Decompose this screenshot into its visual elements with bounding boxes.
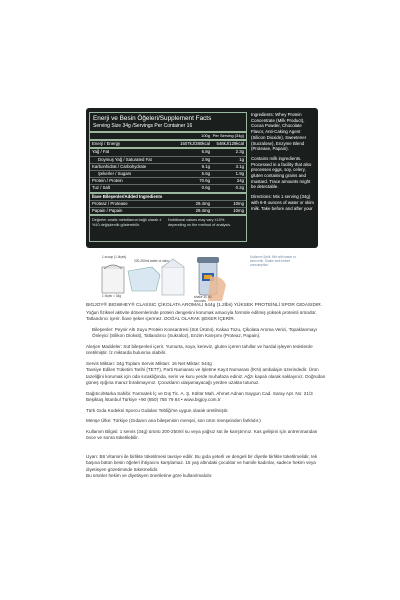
origin-tr: Menşe Ülke: Türkiye (Gıdanın ana bileşeninin menşei, son ürün menşeinden farklıdır.) <box>86 418 261 423</box>
nutrition-row <box>90 185 246 193</box>
col-header-serving: Per Serving (34g) <box>212 133 244 138</box>
value-per-100g: 70.6g <box>199 178 210 184</box>
table-header-row <box>90 133 246 141</box>
nutrition-row <box>90 171 246 178</box>
shake-label: shake 30-60 seconds <box>194 295 212 303</box>
nutrient-name: Protein / Protein <box>92 178 123 184</box>
ingredients-text: Ingredients: Whey Protein Concentrate (Milk Product), Cocoa Powder, Chocolate Flavor, Anti-Caking Agent (Silicon Dioxide), Sweetener (Sucralose), Enzyme Blend (Protease, Papain). <box>251 112 307 152</box>
value-per-serving: 24g <box>236 178 244 184</box>
nutrition-row <box>90 208 246 216</box>
supplement-facts-panel <box>86 108 318 248</box>
nutrient-name: Proteaz / Protease <box>92 200 128 206</box>
product-description: Yoğun fiziksel aktivite dönemlerinde protein dengesini korumak amacıyla formüle edilmiş yüksek proteinli üründür. Tatlandırıcı içerir. İlave şeker içermez. DOĞAL OLARAK ŞEKER İÇERİR. <box>86 309 317 321</box>
value-per-serving: 1g <box>239 156 244 162</box>
scoop-icon <box>102 265 124 293</box>
value-per-100g: 9.1g <box>201 163 210 169</box>
nutrient-name: Tuz / Salt <box>92 185 110 191</box>
doctor-note-tr: Bu ürünler hekim ve diyetisyen önerilerine göre kullanılmalıdır. <box>86 473 213 478</box>
value-per-100g: 6.8g <box>201 149 210 155</box>
label-body-text <box>86 303 326 484</box>
nutrition-row <box>90 157 246 164</box>
nutrition-row <box>90 194 246 201</box>
value-per-100g: 29.4mg <box>195 200 210 206</box>
value-per-serving: 10mg <box>233 208 244 214</box>
nutrient-name: Doymuş Yağ / Saturated Fat <box>98 156 152 162</box>
milk-carton-icon <box>162 259 184 295</box>
storage-tr: Tavsiye Edilen Tüketim Tarihi (TETT), Parti Numarası ve İşletme Kayıt Numarası (İKN) ambalajın üzerindedir. Ürün tazeliğini korumak için oda sıcaklığında, serin ve kuru yerde muhafaza ediniz. Ağzı kapalı olarak saklayınız. Doğrudan güneş ışığına maruz bırakmayınız. Çocukların ulaşamayacağı yerden uzakta tutunuz. <box>86 367 326 385</box>
warning-tr: Uyarı: B6 Vitamini ile birlikte tüketilmesi tavsiye edilir. Bu gıda yeterli ve dengeli bir diyetle birlikte tüketilmelidir, tek başına bütün besin öğeleri ihtiyacını karşılamaz. 15 yaş altındaki çocuklar ve hamile kadınlar, sadece hekim veya diyetisyen gözetiminde tüketmelidir. <box>86 453 318 472</box>
value-per-100g: 0.6g <box>201 185 210 191</box>
water-jug-icon <box>128 267 160 291</box>
nutrition-facts-table <box>89 112 247 242</box>
value-per-serving <box>210 194 244 200</box>
value-per-100g: 29.4mg <box>195 208 210 214</box>
nutrition-row <box>90 178 246 185</box>
distributor-tr: Dağıtıcı/Marka Sahibi: Farmatek İç ve Dış Tic. A. Ş. Kültür Mah. Ahmet Adnan Saygun Cad. Saray Apt. No: 21/3 Beşiktaş İstanbul Türkiye +90 (850) 755 79 84 • www.bigjoy.com.tr <box>86 390 313 402</box>
nutrition-title: Enerji ve Besin Öğeleri/Supplement Facts <box>93 115 212 122</box>
value-per-serving: 0.2g <box>235 185 244 191</box>
value-per-serving: 2.3g <box>235 149 244 155</box>
nutrition-row <box>90 141 246 149</box>
value-per-100g: 5.6g <box>201 171 210 177</box>
nutrition-row <box>90 149 246 156</box>
value-per-serving: 546kJ/129kcal <box>216 141 244 147</box>
usage-illustration <box>92 253 324 303</box>
nutrition-row <box>90 164 246 171</box>
scoop-size-label: 1 ölçek = 34g <box>102 294 122 298</box>
serving-tr: Servis Miktarı: 34g Toplam Servis Miktarı: 16 Net Miktar: 544g <box>86 360 212 366</box>
scoop-label: 1 scoop (1 ölçek) <box>102 255 127 259</box>
nutrient-name: Yağ / Fat <box>92 149 110 155</box>
col-header-100g: 100g <box>201 133 210 138</box>
serving-info: Serving Size 34g /Servings Per Container 16 <box>90 123 246 133</box>
footnote-en: Nutritional values may vary ±10% depending on the method of analysis. <box>168 218 232 228</box>
directions-text: Directions: Mix 1 serving (34g) with 6-8 ounces of water or skim milk. Take before and after your <box>251 194 314 211</box>
water-label: 200-250ml water or skim <box>134 259 169 263</box>
nutrition-row <box>90 201 246 208</box>
usage-tr: Kullanım Bilgisi: 1 servis (34g) ürünü 200-250ml su veya yağsız süt ile karıştırınız. Kas gelişimi için antrenmandan önce ve sonra tüketilebilir. <box>86 428 318 440</box>
allergen-text: Contains milk ingredients. Processed in a facility that also processes eggs, soy, celery, gluten containing grains and mustard. Trace amounts might be detectable. <box>251 155 312 190</box>
codex-tr: Türk Gıda Kodeksi Sporcu Gıdaları Tebliği'ne uygun olarak üretilmiştir. <box>86 407 229 413</box>
nutrient-name: Karbonhidrat / Carbohydrate <box>92 163 147 169</box>
ingredients-tr: Bileşenler: Peynir Altı Suyu Protein Konsantresi (Süt Ürünü), Kakao Tozu, Çikolata Aroma Verici, Topaklanmayı Önleyici (Silikon Dioksit), Tatlandırıcı (Sukraloz), Enzim Karışımı (Proteaz, Papain). <box>92 326 318 338</box>
side-caption: Kullanım Şekli: Mix with water or skim milk. Shake well before consumption. <box>250 255 296 267</box>
nutrition-rows <box>90 141 246 216</box>
value-per-100g <box>170 194 210 200</box>
value-per-serving: 3.1g <box>235 163 244 169</box>
allergens-tr: Alerjen Maddeler: Süt bileşenleri içerir. Yumurta, soya, kereviz, gluten içeren tahıllar ve hardal işleyen tesislerde üretilmiştir. İz miktarda bulunma olabilir. <box>86 343 313 355</box>
nutrition-footnote <box>90 216 246 228</box>
footnote-tr: Değerler analiz metotlarına bağlı olarak ±%10 değişkenlik gösterebilir. <box>92 218 162 228</box>
value-per-serving: 10mg <box>233 200 244 206</box>
nutrient-name: Enerji / Energy <box>92 141 121 147</box>
ingredients-column <box>251 112 315 215</box>
nutrient-name: İlave Bileşenler/Added Ingredients <box>92 193 163 199</box>
value-per-100g: 1607kJ/380kcal <box>180 141 210 147</box>
nutrient-name: Şekerler / Sugars <box>98 171 132 177</box>
nutrient-name: Papain / Papain <box>92 208 123 214</box>
value-per-100g: 2.9g <box>201 156 210 162</box>
product-title: BIGJOY® BIGWHEY® CLASSIC ÇİKOLATA AROMALI 544g (1.2lbs) YÜKSEK PROTEİNLİ SPOR GIDASIDIR. <box>86 303 323 308</box>
value-per-serving: 1.9g <box>235 171 244 177</box>
